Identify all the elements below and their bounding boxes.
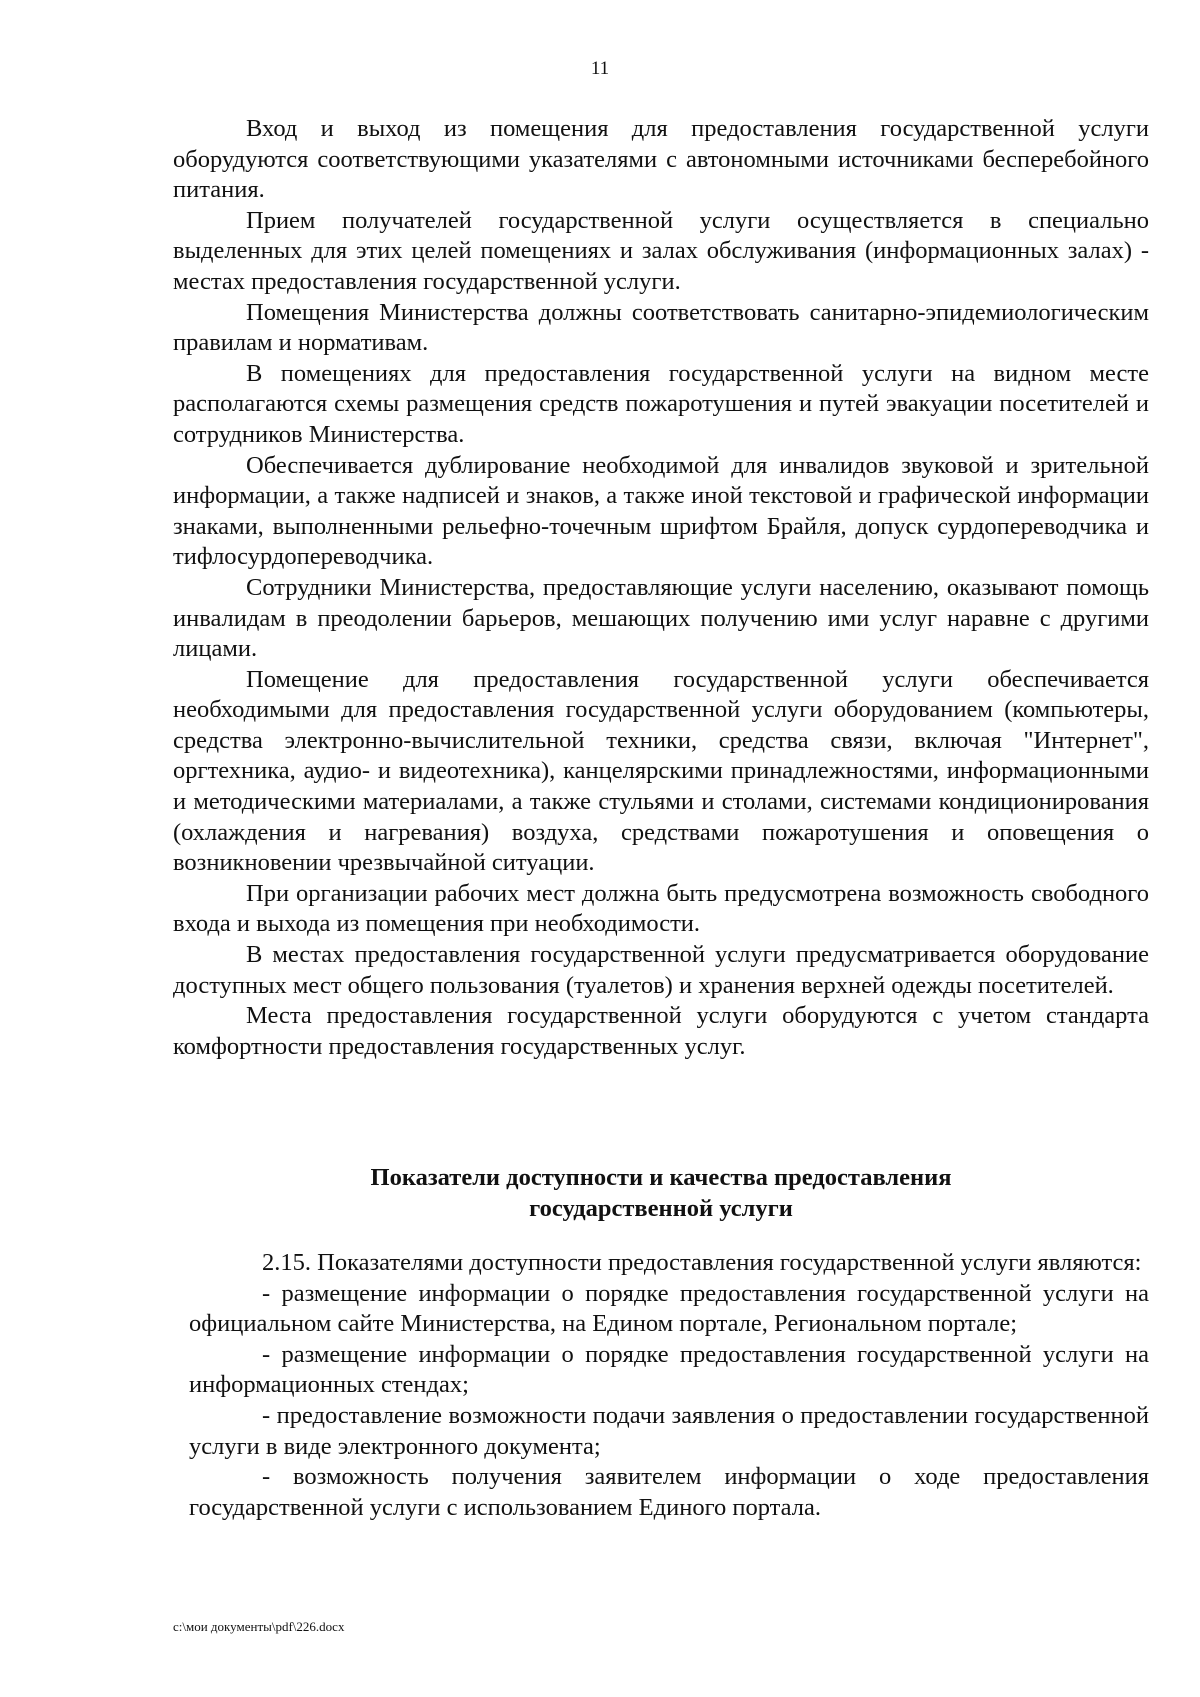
- list-item: - размещение информации о порядке предоставления государственной услуги на официальном сайте Министерства, на Едином портале, Региональном портале;: [189, 1279, 1149, 1338]
- paragraph: Вход и выход из помещения для предоставления государственной услуги оборудуются соответствующими указателями с автономными источниками бесперебойного питания.: [173, 115, 1149, 204]
- section-heading-line: Показатели доступности и качества предоставления: [370, 1164, 952, 1191]
- body-text-lower: [189, 1248, 1149, 1523]
- section-heading-line: государственной услуги: [529, 1195, 793, 1222]
- footer-file-path: c:\мои документы\pdf\226.docx: [173, 1619, 345, 1634]
- paragraph: Места предоставления государственной услуги оборудуются с учетом стандарта комфортности предоставления государственных услуг.: [173, 1002, 1149, 1060]
- paragraph: При организации рабочих мест должна быть предусмотрена возможность свободного входа и выхода из помещения при необходимости.: [173, 879, 1149, 938]
- body-text-upper: [173, 114, 1149, 1062]
- paragraph: 2.15. Показателями доступности предоставления государственной услуги являются:: [262, 1249, 1142, 1276]
- paragraph: Прием получателей государственной услуги осуществляется в специально выделенных для этих целей помещениях и залах обслуживания (информационных залах) - местах предоставления государственной услуги.: [173, 206, 1149, 295]
- paragraph: В помещениях для предоставления государственной услуги на видном месте располагаются схемы размещения средств пожаротушения и путей эвакуации посетителей и сотрудников Министерства.: [173, 359, 1149, 448]
- list-item: - предоставление возможности подачи заявления о предоставлении государственной услуги в виде электронного документа;: [189, 1401, 1149, 1460]
- paragraph: Сотрудники Министерства, предоставляющие услуги населению, оказывают помощь инвалидам в преодолении барьеров, мешающих получению ими услуг наравне с другими лицами.: [173, 573, 1149, 663]
- page-number: 11: [590, 58, 610, 79]
- list-item: - возможность получения заявителем информации о ходе предоставления государственной услуги с использованием Единого портала.: [189, 1463, 1149, 1521]
- paragraph: Помещения Министерства должны соответствовать санитарно-эпидемиологическим правилам и нормативам.: [173, 298, 1149, 357]
- paragraph: Обеспечивается дублирование необходимой для инвалидов звуковой и зрительной информации, а также надписей и знаков, а также иной текстовой и графической информации знаками, выполненными рельефно-точечным шрифтом Брайля, допуск сурдопереводчика и тифлосурдопереводчика.: [173, 451, 1149, 571]
- paragraph: В местах предоставления государственной услуги предусматривается оборудование доступных мест общего пользования (туалетов) и хранения верхней одежды посетителей.: [173, 941, 1149, 999]
- list-item: - размещение информации о порядке предоставления государственной услуги на информационных стендах;: [189, 1340, 1149, 1399]
- section-heading: [173, 1162, 1149, 1224]
- paragraph: Помещение для предоставления государственной услуги обеспечивается необходимыми для предоставления государственной услуги оборудованием (компьютеры, средства электронно-вычислительной техники, средства связи, включая "Интернет", оргтехника, аудио- и видеотехника), канцелярскими принадлежностями, информационными и методическими материалами, а также стульями и столами, системами кондиционирования (охлаждения и нагревания) воздуха, средствами пожаротушения и оповещения о возникновении чрезвычайной ситуации.: [173, 665, 1149, 877]
